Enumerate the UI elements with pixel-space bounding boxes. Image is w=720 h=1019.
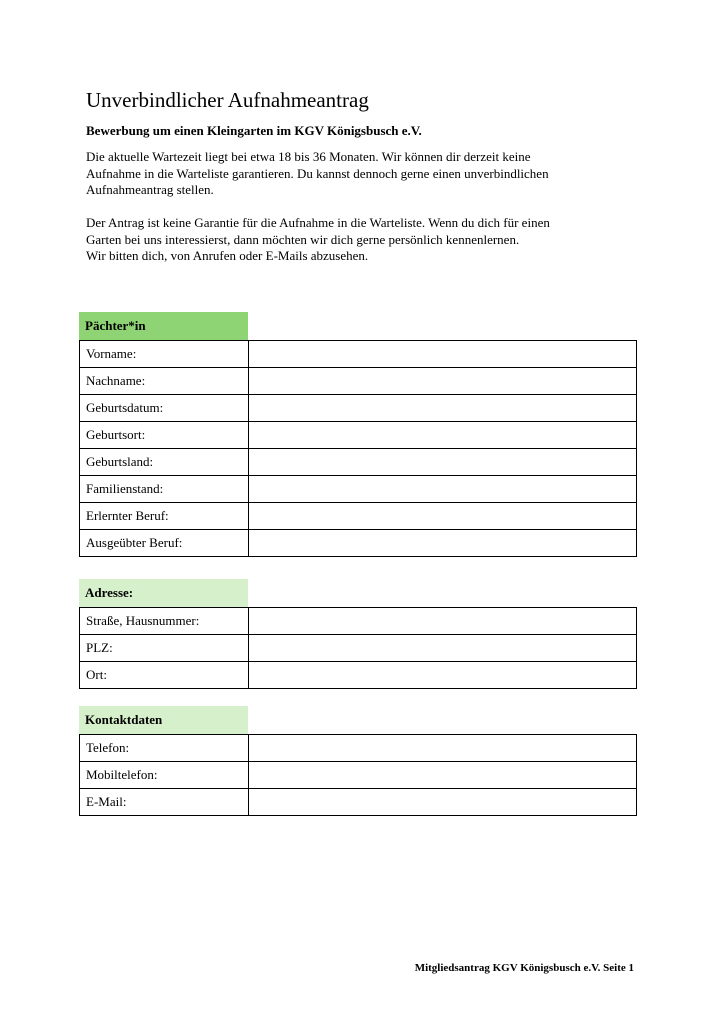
address-form-table bbox=[79, 607, 637, 689]
paragraph-line: Der Antrag ist keine Garantie für die Aufnahme in die Warteliste. Wenn du dich für einen bbox=[86, 215, 550, 230]
field-label: Straße, Hausnummer: bbox=[80, 608, 249, 635]
field-label: Geburtsland: bbox=[80, 449, 249, 476]
field-label: Ausgeübter Beruf: bbox=[80, 530, 249, 557]
paragraph-line: Aufnahmeantrag stellen. bbox=[86, 182, 214, 197]
current-profession-field[interactable] bbox=[249, 530, 637, 557]
field-label: Ort: bbox=[80, 662, 249, 689]
section-tenant bbox=[79, 312, 637, 557]
phone-field[interactable] bbox=[249, 735, 637, 762]
field-label: Nachname: bbox=[80, 368, 249, 395]
table-row bbox=[80, 789, 637, 816]
city-field[interactable] bbox=[249, 662, 637, 689]
field-label: PLZ: bbox=[80, 635, 249, 662]
marital-status-field[interactable] bbox=[249, 476, 637, 503]
section-heading-contact: Kontaktdaten bbox=[79, 706, 248, 734]
section-heading-tenant: Pächter*in bbox=[79, 312, 248, 340]
table-row bbox=[80, 449, 637, 476]
field-label: Vorname: bbox=[80, 341, 249, 368]
last-name-field[interactable] bbox=[249, 368, 637, 395]
field-label: E-Mail: bbox=[80, 789, 249, 816]
birth-country-field[interactable] bbox=[249, 449, 637, 476]
table-row bbox=[80, 735, 637, 762]
table-row bbox=[80, 341, 637, 368]
email-field[interactable] bbox=[249, 789, 637, 816]
section-contact bbox=[79, 706, 637, 816]
paragraph-line: Garten bei uns interessierst, dann möchten wir dich gerne persönlich kennenlernen. bbox=[86, 231, 520, 247]
field-label: Erlernter Beruf: bbox=[80, 503, 249, 530]
field-label: Mobiltelefon: bbox=[80, 762, 249, 789]
table-row bbox=[80, 662, 637, 689]
page-footer: Mitgliedsantrag KGV Königsbusch e.V. Seite 1 bbox=[414, 962, 634, 974]
birth-place-field[interactable] bbox=[249, 422, 637, 449]
section-heading-address: Adresse: bbox=[79, 579, 248, 607]
paragraph-line: Aufnahme in die Warteliste garantieren. Du kannst dennoch gerne einen unverbindlichen bbox=[86, 165, 549, 181]
field-label: Geburtsdatum: bbox=[80, 395, 249, 422]
table-row bbox=[80, 530, 637, 557]
intro-paragraph-waiting-time bbox=[86, 149, 646, 199]
page-title: Unverbindlicher Aufnahmeantrag bbox=[86, 88, 369, 112]
mobile-phone-field[interactable] bbox=[249, 762, 637, 789]
table-row bbox=[80, 608, 637, 635]
intro-paragraph-no-guarantee bbox=[86, 215, 646, 265]
table-row bbox=[80, 368, 637, 395]
table-row bbox=[80, 503, 637, 530]
paragraph-line: Die aktuelle Wartezeit liegt bei etwa 18 bis 36 Monaten. Wir können dir derzeit keine bbox=[86, 149, 531, 164]
postal-code-field[interactable] bbox=[249, 635, 637, 662]
table-row bbox=[80, 422, 637, 449]
learned-profession-field[interactable] bbox=[249, 503, 637, 530]
contact-form-table bbox=[79, 734, 637, 816]
field-label: Geburtsort: bbox=[80, 422, 249, 449]
field-label: Familienstand: bbox=[80, 476, 249, 503]
table-row bbox=[80, 635, 637, 662]
field-label: Telefon: bbox=[80, 735, 249, 762]
paragraph-line: Wir bitten dich, von Anrufen oder E-Mails abzusehen. bbox=[86, 248, 369, 263]
first-name-field[interactable] bbox=[249, 341, 637, 368]
table-row bbox=[80, 762, 637, 789]
street-field[interactable] bbox=[249, 608, 637, 635]
section-address bbox=[79, 579, 637, 689]
table-row bbox=[80, 395, 637, 422]
table-row bbox=[80, 476, 637, 503]
birth-date-field[interactable] bbox=[249, 395, 637, 422]
tenant-form-table bbox=[79, 340, 637, 557]
page-subtitle: Bewerbung um einen Kleingarten im KGV Königsbusch e.V. bbox=[86, 123, 422, 138]
